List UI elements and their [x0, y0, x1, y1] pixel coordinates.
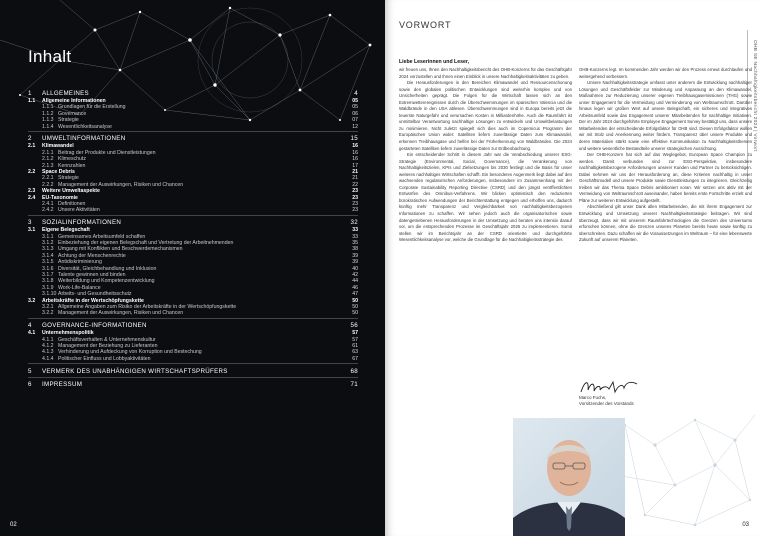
toc-entry-text: Unternehmenspolitik	[42, 330, 94, 337]
toc-entry-text: EU-Taxonomie	[42, 194, 78, 201]
toc-entry-page: 16	[352, 143, 358, 150]
toc-entry-page: 50	[352, 303, 358, 310]
toc-entry[interactable]	[28, 367, 358, 376]
paragraph: Der OHB-Konzern hat sich auf das Weglegebot, European Space Champion zu werden. Damit verbunden sind zur ESG-Perspektive, insbesondere nachhaltigkeitsbezogene Anforderungen unserer Kunden und Partner zu berücksichtigen. Dabei nehmen wir uns der Herausforderung an, diese Kriterien nachhaltig in unser Geschäftsmodell und unsere Produkte sowie Dienstleistungen zu integrieren. Gleichzeitig treiben wir das Thema Space Debris ambitioniert voran. Wir setzen uns aktiv mit der Vermeidung von Weltraumschrott auseinander, haben bereits erste Fortschritte erzielt und Pläne zur weiteren Entwicklung aufgestellt.	[579, 152, 752, 203]
toc-entry-number: 3.1.4	[42, 252, 54, 259]
toc-entry-number: 3	[28, 219, 32, 227]
toc-entry-text: GOVERNANCE-INFORMATIONEN	[42, 322, 147, 330]
toc-entry-number: 3.1.9	[42, 284, 54, 291]
paragraph: wir freuen uns, Ihnen den Nachhaltigkeitsbericht des OHB-Konzerns für das Geschäftsjahr 2024 vorzustellen und Ihnen einen Einblick in unsere Nachhaltigkeitsaktivitäten zu geben.	[399, 67, 572, 79]
toc-entry-text: Diversität, Gleichbehandlung und Inklusion	[58, 265, 157, 272]
toc-entry-page: 71	[350, 381, 358, 389]
toc-entry-number: 2.2.1	[42, 175, 54, 182]
toc-entry-page: 50	[352, 310, 358, 317]
toc-entry-page: 61	[352, 343, 358, 349]
toc-entry[interactable]	[28, 207, 358, 213]
toc-entry[interactable]	[28, 124, 358, 130]
toc-entry-text: Eigene Belegschaft	[42, 227, 90, 234]
toc-entry-number: 4.1	[28, 330, 36, 337]
toc-entry-number: 3.1.7	[42, 271, 54, 278]
toc-entry-text: Grundlagen für die Erstellung	[58, 104, 126, 111]
toc-entry-page: 47	[352, 291, 358, 298]
toc-entry-number: 3.2.1	[42, 303, 54, 310]
signer-name: Marco Fuchs,	[579, 395, 607, 400]
toc-entry-page: 44	[352, 278, 358, 285]
paragraph: Ein entscheidender Schritt in diesem Jahr war die Verabschiedung unserer ESG-Strategie (Environmental, Social, Governance), die Verankerung von Nachhaltigkeitszielen, KPIs und Zielsetzungen bis 2030 festlegt und die Basis für unser weiteres nachhaltiges Wirtschaften schafft. Ein besonderes Augenmerk liegt dabei auf den wachsenden regulatorischen Anforderungen, insbesondere im Zusammenhang mit der Corporate Sustainability Reporting Directive (CSRD) und den jüngst veröffentlichten Entwürfen des Omnibus-Verfahrens. Wir blicken optimistisch den reduzierten bürokratischen Aufwendungen der Berichterstattung entgegen und erhoffen uns, dadurch künftig mehr Transparenz und Vergleichbarkeit von nachhaltigkeitsbezogenen Informationen zu schaffen. Wir sehen jedoch auch die organisatorischen sowie datengetriebenen Herausforderungen in der Umsetzung und beraten uns intensiv darauf vor, um die entsprechenden Prozesse im Geschäftsjahr 2025 zu implementieren. Somit stellen wir im Berichtsjahr an der CSRD orientierte und durchgeführte Wesentlichkeitsanalyse vor, welche die Grundlage für die Nachhaltigkeitsstrategie des	[399, 152, 572, 243]
toc-entry-text: Wesentlichkeitsanalyse	[58, 123, 112, 130]
toc-entry-page: 50	[352, 297, 358, 304]
toc-entry-text: Talente gewinnen und binden	[58, 271, 126, 278]
toc-entry-page: 63	[352, 349, 358, 356]
paragraph: Die Herausforderungen in den Bereichen Klimawandel und Ressourcenschonung sowie den globalen politischen Entwicklungen sind weiterhin komplex und von Unsicherheiten geprägt. Die Folgen für die Wirtschaft lassen sich an den Extremwetterereignissen durch die Überschwemmungen im spanischen Valencia und die Waldbrände in den USA ablesen. Überschwemmungen sind in Europa bereits jetzt die teuerste Naturgefahr und verursachen Kosten in Milliardenhöhe. Auch die Raumfahrt ist unmittelbar Verantwortung nachhaltige Lösungen zu entwickeln und Umweltbelastungen zu minimieren. Nicht zuletzt spiegelt sich dies auch im Copernicus Programm der Europäischen Union wider: Satelliten liefern zuverlässige Daten zum Klimawandel, erkennen Treibhausgase und helfen bei der Früherkennung von Waldbränden. Die 2024 gestarteten Satelliten liefern zuverlässige Daten zur Erdbeobachtung.	[399, 80, 572, 151]
toc-entry-text: Gemeinsames Arbeitsumfeld schaffen	[58, 233, 146, 240]
toc-entry-number: 4.1.1	[42, 336, 54, 343]
toc-entry[interactable]	[28, 218, 358, 227]
greeting: Liebe Leserinnen und Leser,	[399, 59, 470, 65]
toc-entry-number: 3.1.3	[42, 246, 54, 253]
toc-entry-number: 3.2.2	[42, 310, 54, 317]
toc-entry-number: 2.2	[28, 169, 36, 176]
toc-entry-page: 67	[352, 355, 358, 362]
toc-entry-number: 3.1	[28, 227, 36, 234]
toc-entry[interactable]	[28, 134, 358, 143]
toc-entry-page: 23	[352, 188, 358, 195]
toc-entry-number: 3.1.10	[42, 291, 57, 298]
page-heading: VORWORT	[399, 20, 452, 30]
toc-entry-number: 1	[28, 90, 32, 97]
toc-entry-number: 2.3	[28, 188, 36, 195]
toc-entry-number: 4.1.2	[42, 343, 54, 349]
toc-entry-page: 23	[352, 207, 358, 214]
toc-entry-text: Weiterbildung und Kompetenzentwicklung	[58, 278, 155, 285]
toc-entry-number: 2.2.2	[42, 181, 54, 188]
toc-entry-number: 1.1.1	[42, 104, 54, 111]
toc-entry-text: Work-Life-Balance	[58, 284, 101, 291]
toc-entry-text: Space Debris	[42, 169, 75, 176]
toc-entry[interactable]	[28, 310, 358, 316]
toc-entry-number: 5	[28, 367, 32, 375]
network-graphic-bottom	[615, 405, 759, 536]
toc-entry-number: 2.1.2	[42, 156, 54, 163]
toc-entry-page: 42	[352, 271, 358, 278]
toc-entry-number: 3.1.8	[42, 278, 54, 285]
toc-entry-number: 1.1.3	[42, 117, 54, 124]
toc-entry-text: Governance	[58, 110, 87, 117]
toc-entry-page: 23	[352, 200, 358, 207]
toc-entry-number: 3.1.5	[42, 259, 54, 266]
toc-entry-text: Strategie	[58, 175, 79, 182]
toc-entry-page: 33	[352, 233, 358, 240]
toc-entry-page: 33	[352, 227, 358, 234]
toc-entry-page: 57	[352, 330, 358, 337]
toc-entry-page: 16	[352, 149, 358, 156]
toc-entry-text: Verhinderung und Aufdeckung von Korruption und Bestechung	[58, 349, 202, 356]
toc-entry[interactable]	[28, 380, 358, 389]
table-of-contents	[28, 86, 358, 389]
toc-entry-page: 05	[352, 98, 358, 104]
toc-entry[interactable]	[28, 321, 358, 330]
toc-entry-page: 21	[352, 175, 358, 182]
text-column-2	[579, 67, 752, 365]
toc-entry-page: 17	[352, 162, 358, 169]
toc-entry-number: 2.1.3	[42, 162, 54, 169]
toc-entry-page: 46	[352, 284, 358, 291]
toc-entry-page: 16	[352, 156, 358, 163]
toc-entry-text: Allgemeine Informationen	[42, 98, 106, 104]
page-number-right: 03	[742, 522, 749, 528]
page-number-left: 02	[10, 522, 17, 528]
toc-entry-number: 1.1	[28, 98, 36, 104]
toc-entry-text: Umgang mit Konflikten und Beschwerdemechanismen	[58, 246, 183, 253]
toc-title: Inhalt	[28, 47, 72, 66]
toc-entry-text: Politischer Einfluss und Lobbyaktivitäten	[58, 355, 151, 362]
toc-entry-page: 39	[352, 259, 358, 266]
toc-entry-number: 2.4.2	[42, 207, 54, 214]
toc-entry-page: 4	[354, 90, 358, 97]
toc-entry-number: 1.1.2	[42, 110, 54, 117]
toc-divider	[28, 215, 358, 216]
toc-entry-number: 2	[28, 135, 32, 143]
toc-divider	[28, 318, 358, 319]
toc-divider	[28, 363, 358, 364]
toc-entry-text: Geschäftsverhalten & Unternehmenskultur	[58, 336, 156, 343]
toc-entry-number: 3.2	[28, 297, 36, 304]
toc-entry-page: 06	[352, 110, 358, 117]
toc-entry-text: ALLGEMEINES	[42, 90, 89, 97]
toc-entry-number: 4.1.3	[42, 349, 54, 356]
toc-divider	[28, 131, 358, 132]
signer-title: Vorsitzender des Vorstands	[579, 401, 634, 406]
person-silhouette	[513, 418, 625, 536]
toc-entry-page: 15	[350, 135, 358, 143]
paragraph: Abschließend gilt unser Dank allen Mitarbeitenden, die mit ihrem Engagement zur Entwicklung und Umsetzung unserer Nachhaltigkeitsstrategie beitragen. Wir sind überzeugt, dass wir mit unserem Raumfahrtechnologien die Grenzen des Universums erforschen können, ohne die Grenzen unseres Planeten bereits heute sowie künftig zu überschreiten. Dazu schaffen wir die Voraussetzungen im Weltraum – für eine lebenswerte Zukunft auf unserem Planeten.	[579, 204, 752, 243]
toc-entry-text: Beitrag der Produkte und Dienstleistungen	[58, 149, 156, 156]
toc-entry-text: Klimawandel	[42, 143, 74, 150]
toc-entry-number: 4	[28, 322, 32, 330]
toc-entry-text: Arbeits- und Gesundheitsschutz	[58, 291, 132, 298]
toc-entry-number: 1.1.4	[42, 123, 54, 130]
toc-entry-page: 35	[352, 240, 358, 247]
toc-entry-text: Allgemeine Angaben zum Risiko der Arbeitskräfte in der Wertschöpfungskette	[58, 303, 237, 310]
toc-entry-page: 07	[352, 117, 358, 124]
toc-divider	[28, 377, 358, 378]
portrait-photo	[513, 418, 625, 536]
paragraph: Unsere Nachhaltigkeitsstrategie umfasst unter anderem die Entwicklung nachhaltiger Lösungen und Geschäftsfelder zur Minderung und Anpassung an den Klimawandel, Maßnahmen zur Reduzierung unserer eigenen Treibhausgasemissionen (THG) sowie unser Engagement für die Vermeidung und Verminderung von Weltraumschrott. Darüber hinaus legen wir großen Wert auf unsere Belegschaft, ein sicheres und integratives Arbeitsumfeld sowie das Engagement unserer Mitarbeitenden für nachhaltige Initiativen. Der im Jahr 2024 durchgeführte Employee Engagement Survey bestätigt uns, dass unsere Mitarbeitenden der entscheidende Erfolgsfaktor für OHB sind. Diesen Erfolgsfaktor wollen wir mit Stolz und Anerkennung weiter fördern. Transparenz über unsere Produkte und deren Materialien stärkt sowie eine effektive Kommunikation zu Nachhaltigkeitsthemen und weitere wesentliche Bestandteile unserer strategischen Ausrichtung.	[579, 80, 752, 151]
toc-entry-number: 2.4.1	[42, 200, 54, 207]
toc-entry-number: 6	[28, 381, 32, 389]
toc-entry-text: Management der Auswirkungen, Risiken und Chancen	[58, 310, 184, 317]
toc-entry[interactable]	[28, 89, 358, 98]
toc-entry-page: 38	[352, 246, 358, 253]
toc-entry-number: 2.1	[28, 143, 36, 150]
toc-entry-text: Management der Beziehung zu Lieferanten	[58, 343, 158, 349]
toc-entry-number: 3.1.6	[42, 265, 54, 272]
text-column-1	[399, 67, 572, 387]
toc-entry-text: IMPRESSUM	[42, 381, 83, 389]
toc-entry-number: 3.1.2	[42, 240, 54, 247]
toc-entry-text: Antidiskriminierung	[58, 259, 102, 266]
toc-entry-page: 40	[352, 265, 358, 272]
toc-entry-page: 32	[350, 219, 358, 227]
toc-entry-text: VERMERK DES UNABHÄNGIGEN WIRTSCHAFTSPRÜFERS	[42, 367, 228, 375]
toc-entry-page: 22	[352, 181, 358, 188]
toc-entry-text: Definitionen	[58, 200, 86, 207]
toc-entry-page: 39	[352, 252, 358, 259]
toc-entry-page: 56	[350, 322, 358, 330]
toc-entry-text: Kennzahlen	[58, 162, 86, 169]
right-page	[385, 0, 759, 536]
toc-entry-text: Arbeitskräfte in der Wertschöpfungskette	[42, 297, 144, 304]
toc-entry-page: 21	[352, 169, 358, 176]
toc-entry-text: Weitere Umweltaspekte	[42, 188, 100, 195]
toc-entry-text: Management der Auswirkungen, Risiken und Chancen	[58, 181, 184, 188]
toc-entry-number: 2.4	[28, 194, 36, 201]
toc-entry-page: 12	[352, 123, 358, 130]
paragraph: OHB-Konzerns legt. Im kommenden Jahr werden wir den Prozess erneut durchlaufen und weitergehend verbessern.	[579, 67, 752, 79]
toc-entry-page: 23	[352, 194, 358, 201]
toc-entry-page: 57	[352, 336, 358, 343]
toc-entry-text: SOZIALINFORMATIONEN	[42, 219, 122, 227]
toc-entry-number: 4.1.4	[42, 355, 54, 362]
toc-entry-text: UMWELTINFORMATIONEN	[42, 135, 126, 143]
toc-entry-text: Klimeschutz	[58, 156, 86, 163]
side-label: OHB SE Nachhaltigkeitsbericht 2024 | Vorwort	[752, 40, 757, 152]
toc-entry-page: 68	[350, 367, 358, 375]
toc-entry-text: Einbeziehung der eigenen Belegschaft und Vertretung der Arbeitnehmenden	[58, 240, 234, 247]
toc-entry-text: Unsere Aktivitäten	[58, 207, 100, 214]
toc-entry-page: 05	[352, 104, 358, 111]
toc-entry-text: Achtung der Menschenrechte	[58, 252, 126, 259]
toc-entry[interactable]	[28, 356, 358, 362]
toc-entry-text: Strategie	[58, 117, 79, 124]
toc-entry-number: 2.1.1	[42, 149, 54, 156]
toc-entry-number: 3.1.1	[42, 233, 54, 240]
